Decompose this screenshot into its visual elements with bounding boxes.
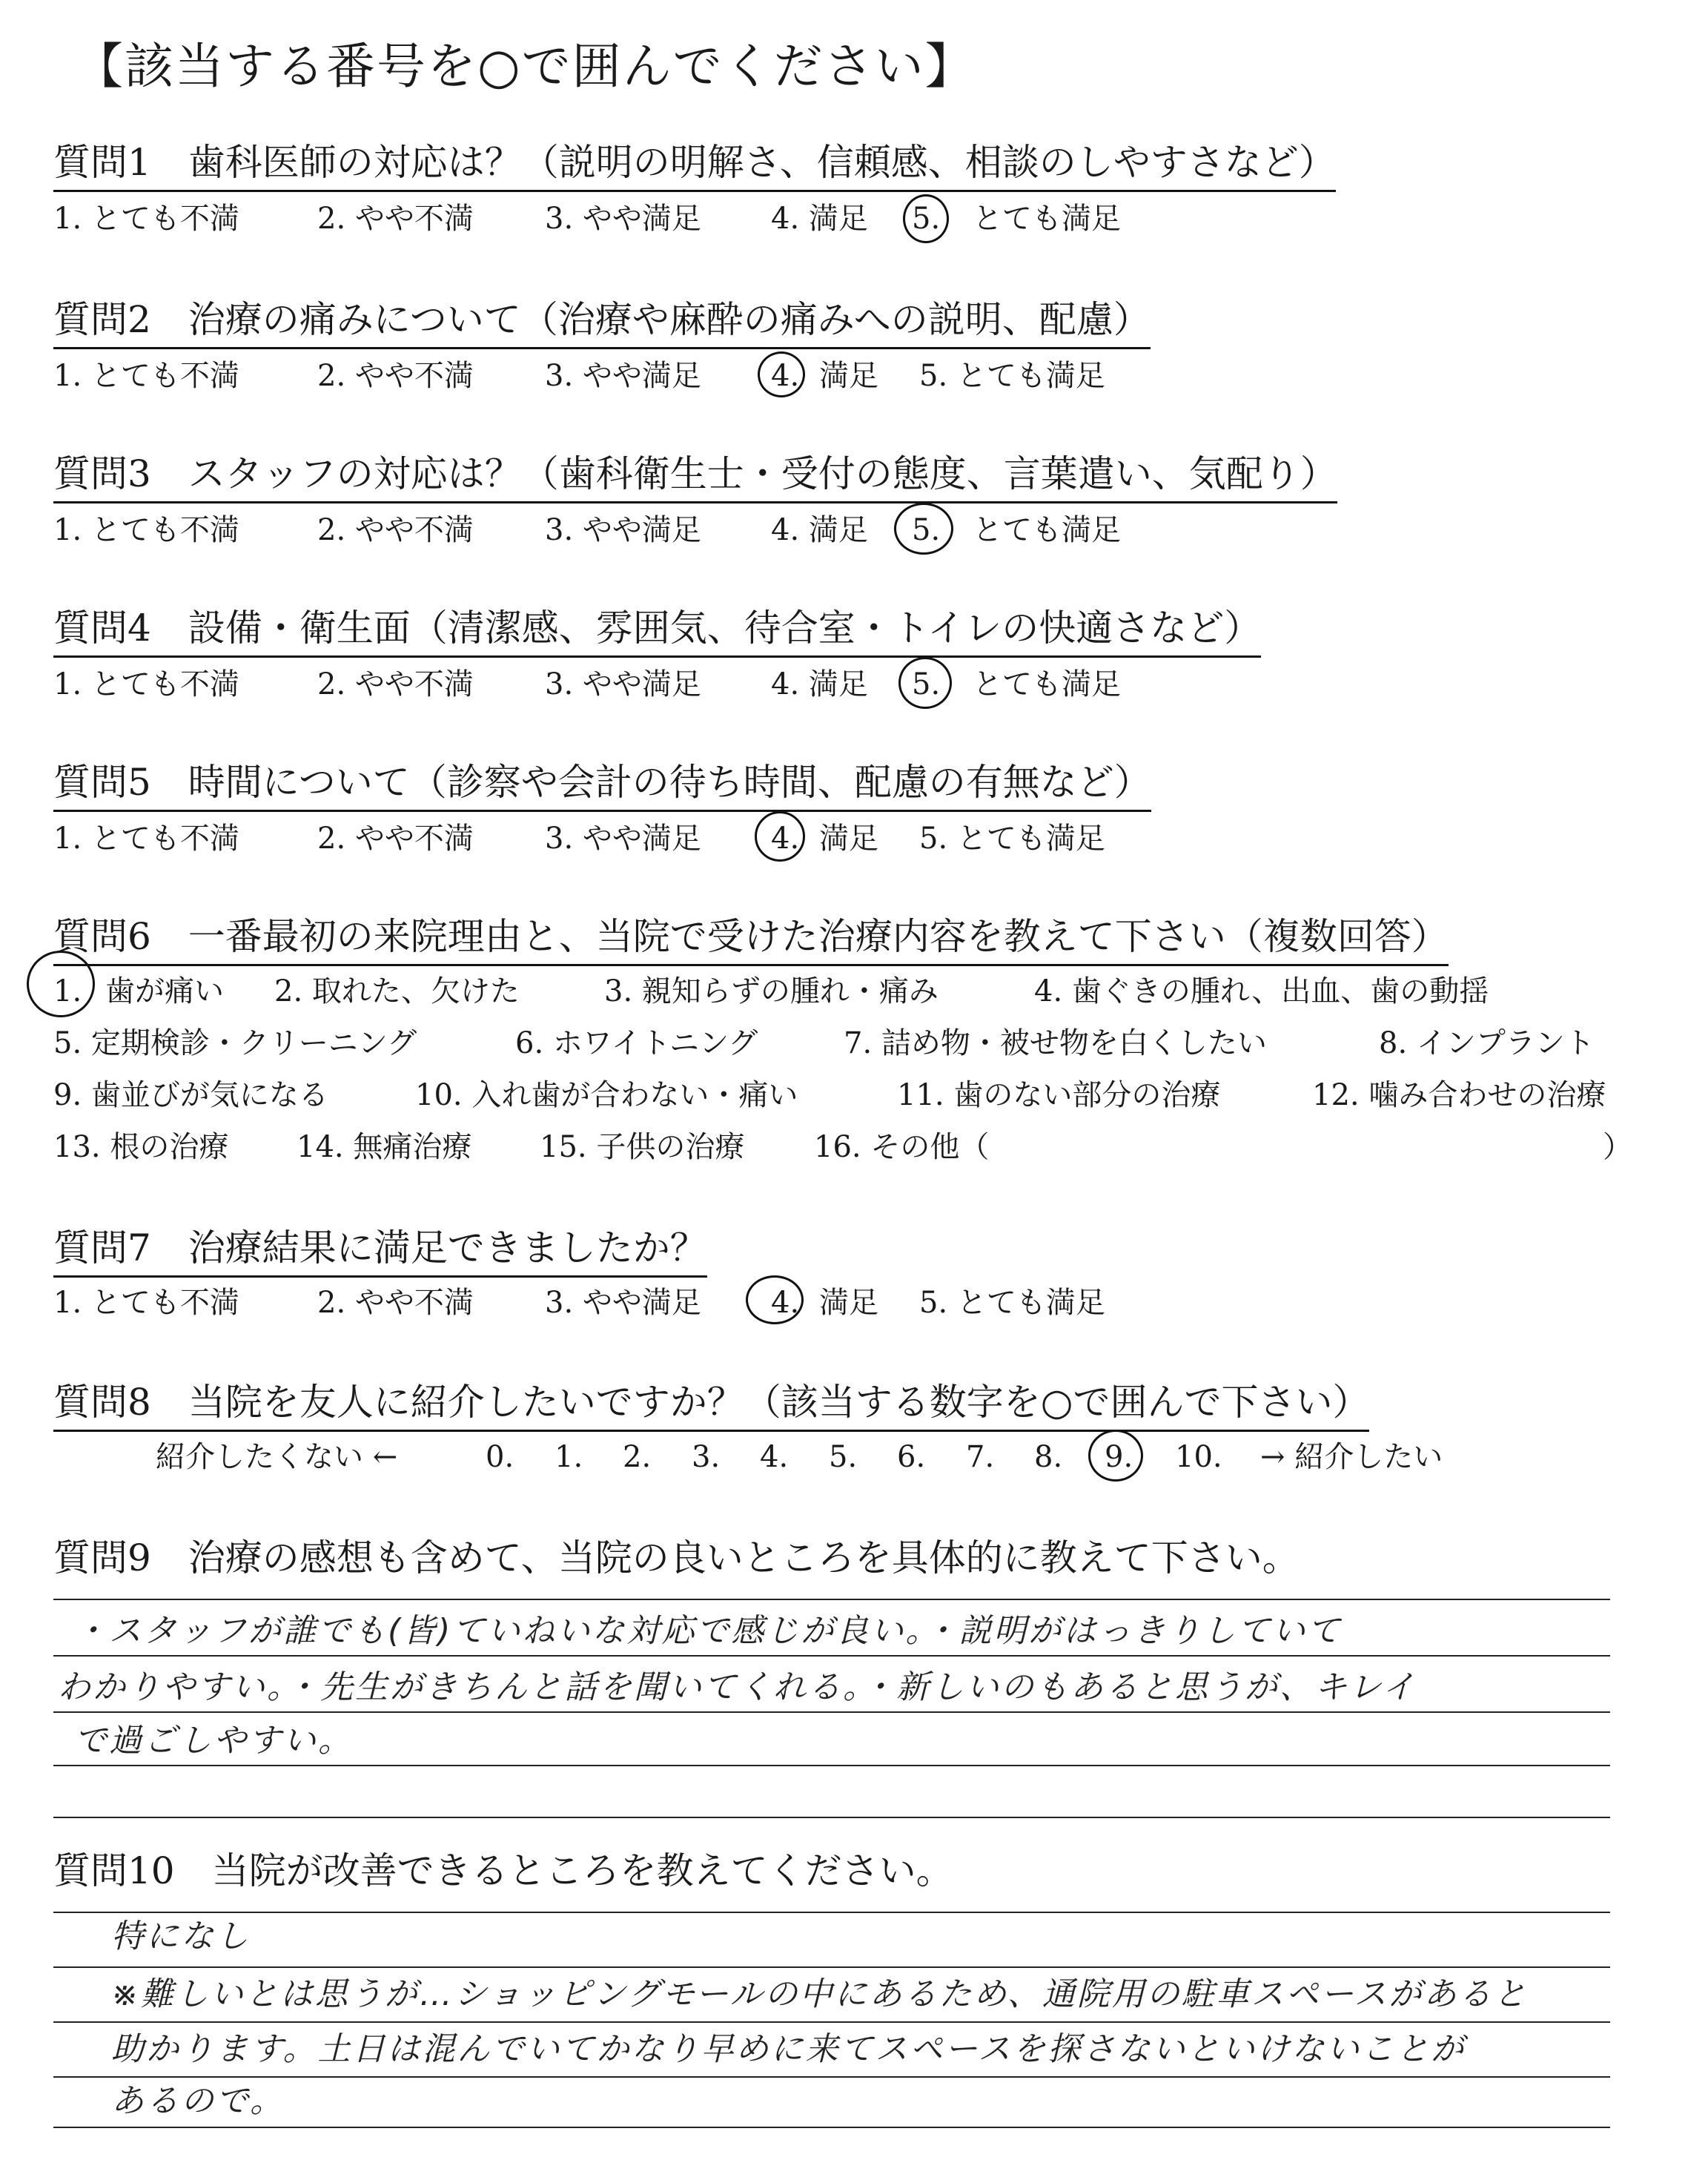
answer-line (53, 1599, 1610, 1600)
q3-option-3[interactable]: 3. やや満足 (545, 513, 701, 547)
q5-option-1[interactable]: 1. とても不満 (53, 822, 239, 856)
q4-option-5-label: とても満足 (973, 667, 1121, 701)
q5-option-4[interactable]: 4. (771, 822, 800, 856)
selection-circle (746, 1275, 804, 1324)
q5-option-2[interactable]: 2. やや不満 (317, 822, 474, 856)
q6-option-1-label: 歯が痛い (105, 974, 224, 1008)
question-5-title: 質問5 時間について（診察や会計の待ち時間、配慮の有無など） (53, 759, 1151, 812)
q3-option-5[interactable]: 5. (912, 513, 941, 547)
q9-answer-line-1[interactable]: ・スタッフが誰でも(皆)ていねいな対応で感じが良い。・説明がはっきりしていて (74, 1612, 1343, 1650)
q8-option-7[interactable]: 7. (966, 1440, 995, 1474)
q1-option-4[interactable]: 4. 満足 (771, 202, 868, 236)
answer-line (53, 1912, 1610, 1913)
page-header: 【該当する番号を○で囲んでください】 (74, 38, 976, 95)
q8-option-5[interactable]: 5. (829, 1440, 858, 1474)
question-4-title: 質問4 設備・衛生面（清潔感、雰囲気、待合室・トイレの快適さなど） (53, 605, 1261, 658)
q7-option-4[interactable]: 4. (771, 1286, 800, 1320)
q6-option-6[interactable]: 6. ホワイトニング (515, 1026, 758, 1060)
q6-option-15[interactable]: 15. 子供の治療 (540, 1130, 745, 1164)
q8-right-label: → 紹介したい (1260, 1440, 1443, 1474)
q2-option-1[interactable]: 1. とても不満 (53, 359, 239, 393)
q8-option-3[interactable]: 3. (692, 1440, 721, 1474)
q8-option-10[interactable]: 10. (1175, 1440, 1222, 1474)
q3-option-2[interactable]: 2. やや不満 (317, 513, 474, 547)
q10-answer-line-3[interactable]: 助かります。土日は混んでいてかなり早めに来てスペースを探さないといけないことが (111, 2030, 1466, 2068)
selection-circle (758, 351, 805, 397)
q8-option-6[interactable]: 6. (897, 1440, 926, 1474)
answer-line (53, 1711, 1610, 1713)
question-8-title: 質問8 当院を友人に紹介したいですか？（該当する数字を○で囲んで下さい） (53, 1379, 1369, 1432)
q1-option-5[interactable]: 5. (912, 202, 941, 236)
q1-option-2[interactable]: 2. やや不満 (317, 202, 474, 236)
q6-option-16[interactable]: 16. その他（ (814, 1130, 990, 1164)
q5-option-3[interactable]: 3. やや満足 (545, 822, 701, 856)
q3-option-4[interactable]: 4. 満足 (771, 513, 868, 547)
q8-option-9[interactable]: 9. (1105, 1440, 1133, 1474)
q2-option-5[interactable]: 5. とても満足 (919, 359, 1105, 393)
answer-line (53, 2076, 1610, 2078)
q8-option-4[interactable]: 4. (760, 1440, 789, 1474)
q5-option-4-label: 満足 (819, 822, 878, 856)
q7-option-3[interactable]: 3. やや満足 (545, 1286, 701, 1320)
selection-circle (27, 951, 95, 1017)
q6-option-11[interactable]: 11. 歯のない部分の治療 (897, 1078, 1221, 1112)
q8-option-8[interactable]: 8. (1034, 1440, 1063, 1474)
q6-option-7[interactable]: 7. 詰め物・被せ物を白くしたい (844, 1026, 1267, 1060)
q6-option-4[interactable]: 4. 歯ぐきの腫れ、出血、歯の動揺 (1034, 974, 1489, 1008)
answer-line (53, 1765, 1610, 1766)
q5-option-5[interactable]: 5. とても満足 (919, 822, 1105, 856)
q2-option-4-label: 満足 (819, 359, 878, 393)
question-9-title: 質問9 治療の感想も含めて、当院の良いところを具体的に教えて下さい。 (53, 1536, 1300, 1579)
q6-option-13[interactable]: 13. 根の治療 (53, 1130, 229, 1164)
question-6-title: 質問6 一番最初の来院理由と、当院で受けた治療内容を教えて下さい（複数回答） (53, 914, 1449, 966)
answer-line (53, 2021, 1610, 2023)
q7-option-1[interactable]: 1. とても不満 (53, 1286, 239, 1320)
answer-line (53, 2127, 1610, 2128)
selection-circle (755, 811, 805, 862)
q4-option-3[interactable]: 3. やや満足 (545, 667, 701, 701)
q2-option-2[interactable]: 2. やや不満 (317, 359, 474, 393)
q6-option-10[interactable]: 10. 入れ歯が合わない・痛い (415, 1078, 798, 1112)
q3-option-1[interactable]: 1. とても不満 (53, 513, 239, 547)
q4-option-1[interactable]: 1. とても不満 (53, 667, 239, 701)
q1-option-5-label: とても満足 (973, 202, 1121, 236)
q10-answer-line-2[interactable]: ※難しいとは思うが…ショッピングモールの中にあるため、通院用の駐車スペースがあると (111, 1975, 1529, 2013)
q9-answer-line-3[interactable]: で過ごしやすい。 (74, 1722, 353, 1760)
q8-option-0[interactable]: 0. (486, 1440, 514, 1474)
q10-answer-line-1[interactable]: 特になし (111, 1918, 251, 1955)
selection-circle (903, 194, 949, 243)
question-3-title: 質問3 スタッフの対応は？（歯科衛生士・受付の態度、言葉遣い、気配り） (53, 451, 1337, 503)
q4-option-5[interactable]: 5. (912, 667, 941, 701)
q6-option-1[interactable]: 1. (53, 974, 82, 1008)
selection-circle (898, 657, 952, 709)
question-7-title: 質問7 治療結果に満足できましたか？ (53, 1225, 707, 1278)
q9-answer-line-2[interactable]: わかりやすい。・先生がきちんと話を聞いてくれる。・新しいのもあると思うが、キレイ (58, 1668, 1417, 1706)
q6-option-5[interactable]: 5. 定期検診・クリーニング (53, 1026, 417, 1060)
selection-circle (894, 503, 953, 555)
q7-option-2[interactable]: 2. やや不満 (317, 1286, 474, 1320)
q3-option-5-label: とても満足 (973, 513, 1121, 547)
q6-option-14[interactable]: 14. 無痛治療 (297, 1130, 472, 1164)
q6-option-12[interactable]: 12. 噛み合わせの治療 (1312, 1078, 1606, 1112)
q1-option-1[interactable]: 1. とても不満 (53, 202, 239, 236)
q7-option-5[interactable]: 5. とても満足 (919, 1286, 1105, 1320)
q2-option-4[interactable]: 4. (771, 359, 800, 393)
q4-option-4[interactable]: 4. 満足 (771, 667, 868, 701)
question-10-title: 質問10 当院が改善できるところを教えてください。 (53, 1849, 953, 1892)
q6-option-8[interactable]: 8. インプラント (1379, 1026, 1595, 1060)
q6-option-16-close: ） (1603, 1130, 1632, 1164)
selection-circle (1088, 1430, 1143, 1482)
q8-left-label: 紹介したくない ← (156, 1440, 398, 1474)
q6-option-2[interactable]: 2. 取れた、欠けた (274, 974, 520, 1008)
q7-option-4-label: 満足 (819, 1286, 878, 1320)
question-1-title: 質問1 歯科医師の対応は？（説明の明解さ、信頼感、相談のしやすさなど） (53, 139, 1336, 192)
answer-line (53, 1655, 1610, 1657)
q10-answer-line-4[interactable]: あるので。 (111, 2082, 285, 2120)
q6-option-3[interactable]: 3. 親知らずの腫れ・痛み (604, 974, 939, 1008)
q6-option-9[interactable]: 9. 歯並びが気になる (53, 1078, 328, 1112)
q8-option-1[interactable]: 1. (555, 1440, 583, 1474)
answer-line (53, 1966, 1610, 1968)
q2-option-3[interactable]: 3. やや満足 (545, 359, 701, 393)
q1-option-3[interactable]: 3. やや満足 (545, 202, 701, 236)
q4-option-2[interactable]: 2. やや不満 (317, 667, 474, 701)
answer-line (53, 1817, 1610, 1818)
q8-option-2[interactable]: 2. (623, 1440, 652, 1474)
question-2-title: 質問2 治療の痛みについて（治療や麻酔の痛みへの説明、配慮） (53, 297, 1151, 349)
